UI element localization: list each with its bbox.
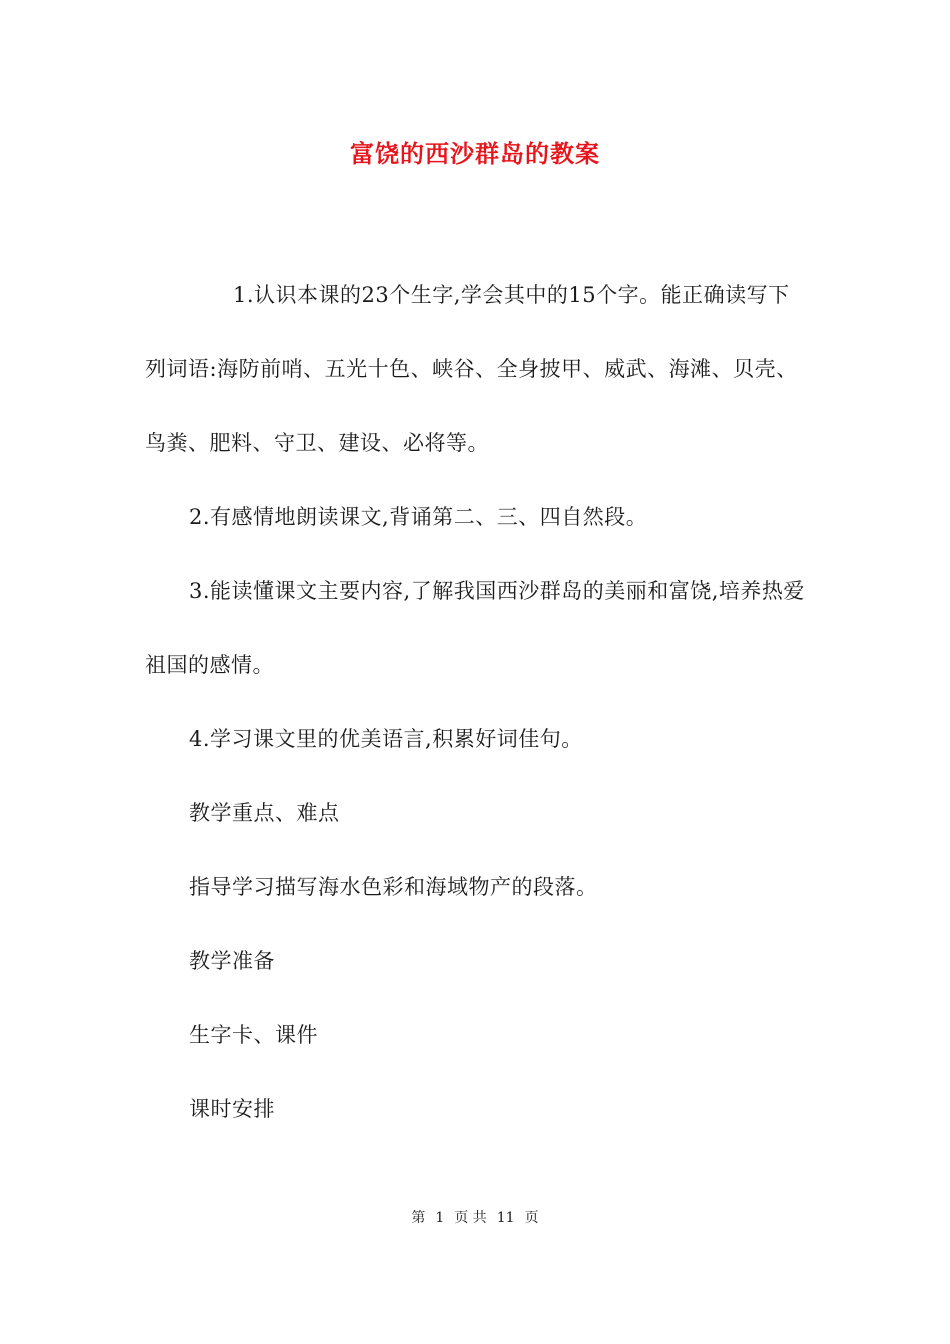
paragraph-objective-1: 1.认识本课的23个生字,学会其中的15个字。能正确读写下列词语:海防前哨、五光十色、峡谷、全身披甲、威武、海滩、贝壳、鸟粪、肥料、守卫、建设、必将等。 [145, 283, 798, 455]
paragraph-preparation: 生字卡、课件 [189, 1023, 318, 1047]
paragraph-objective-3: 3.能读懂课文主要内容,了解我国西沙群岛的美丽和富饶,培养热爱祖国的感情。 [145, 579, 805, 677]
footer-page-total: 11 [496, 1210, 515, 1226]
footer-page-current: 1 [435, 1210, 445, 1226]
paragraph-objective-4: 4.学习课文里的优美语言,积累好词佳句。 [189, 727, 583, 751]
document-body [145, 258, 810, 1146]
document-title: 富饶的西沙群岛的教案 [350, 139, 600, 168]
paragraph-key-points: 指导学习描写海水色彩和海域物产的段落。 [189, 875, 598, 899]
footer-prefix: 第 [411, 1210, 426, 1226]
heading-preparation: 教学准备 [189, 949, 275, 973]
page-footer [0, 1208, 950, 1228]
heading-key-points: 教学重点、难点 [189, 801, 340, 825]
paragraph-objective-2: 2.有感情地朗读课文,背诵第二、三、四自然段。 [189, 505, 648, 529]
footer-suffix: 页 [524, 1210, 539, 1226]
footer-mid: 页 共 [454, 1210, 487, 1226]
heading-schedule: 课时安排 [189, 1097, 275, 1121]
